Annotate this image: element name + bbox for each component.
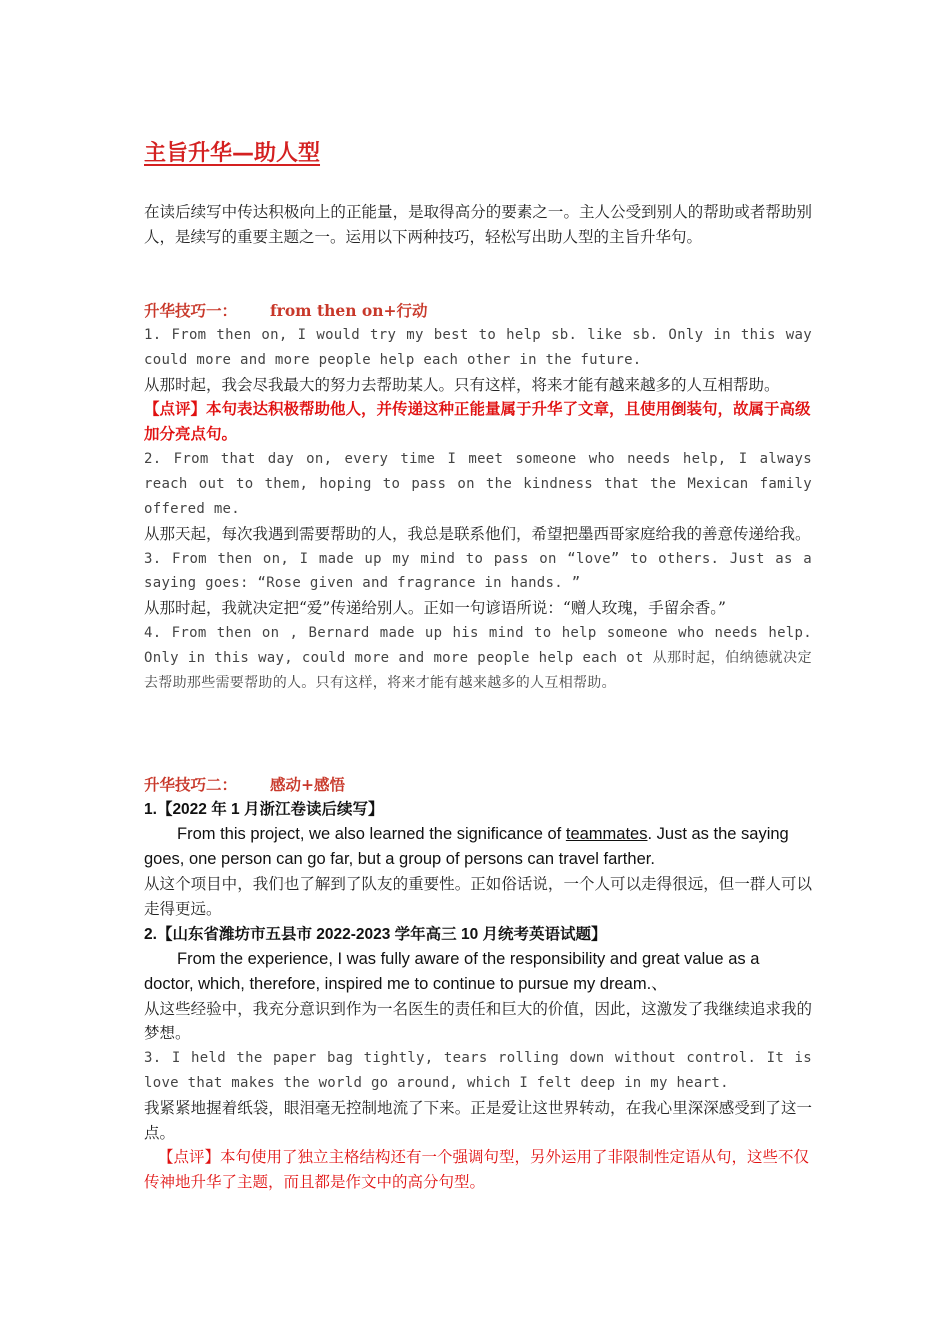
tip1-label: 升华技巧一： xyxy=(144,301,238,320)
tip2-example-2-en: From the experience, I was fully aware of the responsibility and great value as a doctor, which, therefore, inspired me to continue to pursue my dream.、 xyxy=(144,949,760,993)
tip1-example-3-zh: 从那时起，我就决定把“爱”传递给别人。正如一句谚语所说：“赠人玫瑰，手留余香。” xyxy=(144,599,726,618)
tip2-example-1-num: 1. xyxy=(144,801,157,818)
tip1-example-1-comment: 【点评】本句表达积极帮助他人，并传递这种正能量属于升华了文章，且使用倒装句，故属于高级加分亮点句。 xyxy=(144,400,811,444)
tip1-example-2-zh: 从那天起，每次我遇到需要帮助的人，我总是联系他们，希望把墨西哥家庭给我的善意传递给我。 xyxy=(144,524,811,543)
tip2-example-1-en xyxy=(144,822,812,872)
tip2-example-3-comment: 【点评】本句使用了独立主格结构还有一个强调句型，另外运用了非限制性定语从句，这些不仅传神地升华了主题，而且都是作文中的高分句型。 xyxy=(144,1148,809,1192)
tip2-example-2-zh: 从这些经验中，我充分意识到作为一名医生的责任和巨大的价值，因此，这激发了我继续追求我的梦想。 xyxy=(144,999,812,1043)
tip1-section xyxy=(144,298,812,695)
tip2-example-3-en: 3. I held the paper bag tightly, tears rolling down without control. It is love that makes the world go around, which I felt deep in my heart. xyxy=(144,1050,812,1091)
tip2-name: 感动+感悟 xyxy=(270,775,345,794)
tip2-example-3-zh: 我紧紧地握着纸袋，眼泪毫无控制地流了下来。正是爱让这世界转动，在我心里深深感受到了这一点。 xyxy=(144,1098,812,1142)
tip2-example-1-source-text: 【2022 年 1 月浙江卷读后续写】 xyxy=(156,801,384,818)
tip2-section xyxy=(144,772,812,1195)
tip2-example-1-zh: 从这个项目中，我们也了解到了队友的重要性。正如俗话说，一个人可以走得很远，但一群人可以走得更远。 xyxy=(144,875,812,918)
tip1-example-4: 4. From then on , Bernard made up his mind to help someone who needs help. Only in this way, could more and more people help each ot 从那时起，伯纳德就决定去帮助那些需要帮助的人。只有这样，将来才能有越来越多的人互相帮助。 xyxy=(144,624,812,691)
tip2-example-2-source-text: 【山东省潍坊市五县市 2022-2023 学年高三 10 月统考英语试题】 xyxy=(156,925,607,943)
intro-paragraph: 在读后续写中传达积极向上的正能量，是取得高分的要素之一。主人公受到别人的帮助或者帮助别人，是续写的重要主题之一。运用以下两种技巧，轻松写出助人型的主旨升华句。 xyxy=(144,203,812,246)
tip1-heading xyxy=(144,298,812,323)
tip2-example-1-source xyxy=(144,797,812,822)
tip2-label: 升华技巧二： xyxy=(144,775,238,794)
tip1-example-3-en: 3. From then on, I made up my mind to pass on “love” to others. Just as a saying goes: “Rose given and fragrance in hands. ” xyxy=(144,550,812,592)
page-title: 主旨升华—助人型 xyxy=(144,141,321,166)
tip2-example-1-en-before: From this project, we also learned the significance of xyxy=(177,825,566,843)
underlined-word-teammates: teammates xyxy=(565,825,648,843)
tip2-heading xyxy=(144,772,812,797)
tip1-name: from then on+行动 xyxy=(270,301,428,320)
tip1-example-1-zh: 从那时起，我会尽我最大的努力去帮助某人。只有这样，将来才能有越来越多的人互相帮助。 xyxy=(144,375,780,394)
tip2-example-1-en-after: . Just as the saying goes, one person can go far, but a group of persons can travel farther. xyxy=(144,825,789,868)
tip2-example-2-num: 2. xyxy=(144,925,157,943)
tip1-example-1-en: 1. From then on, I would try my best to help sb. like sb. Only in this way could more and more people help each other in the future. xyxy=(144,327,812,368)
tip2-example-2-source xyxy=(144,922,812,947)
tip1-example-2-en: 2. From that day on, every time I meet someone who needs help, I always reach out to them, hoping to pass on the kindness that the Mexican family offered me. xyxy=(144,451,812,517)
